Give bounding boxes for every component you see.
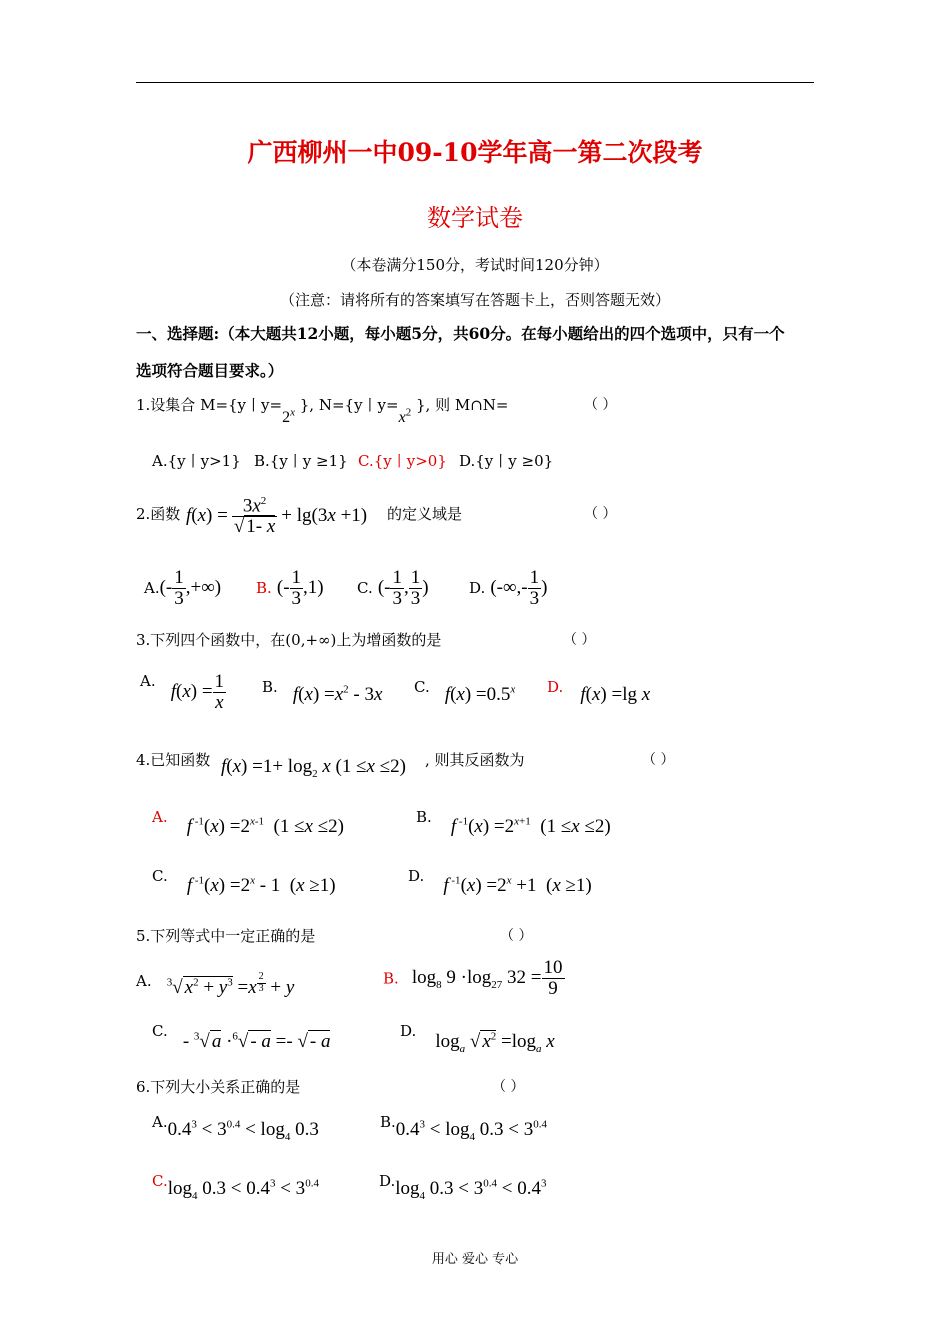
question-2-answer-blank: （ ）	[584, 506, 617, 522]
question-1-answer-blank: （ ）	[584, 397, 617, 413]
question-1-option-d: D.{y丨y ≥0}	[459, 452, 554, 470]
page-footer: 用心 爱心 专心	[431, 1252, 519, 1267]
question-1-stem: 1.设集合 M={y丨$y=2^x$ }, N={y丨$y=x^2$ }, 则 M∩N=	[136, 396, 509, 426]
question-4-option-a: A. f $^{-1}(x) =2^{x-1}$ (1 ≤x ≤2)	[152, 808, 344, 838]
question-3-option-c: C. $f(x) =0.5^x$	[414, 678, 516, 706]
question-4-option-d: D. f $^{-1}(x) =2^x +1$ (x ≥1)	[408, 867, 592, 897]
question-5-option-a: A. $^3$√ $x^2 + y^3 =x$ $^{\frac{2}{3}}$ + y	[136, 971, 295, 998]
question-3-option-d: D. f(x) =lg x	[547, 678, 651, 705]
section-heading-line1: 一、选择题:（本大题共12小题，每小题5分，共60分。在每小题给出的四个选项中，只有一个	[136, 324, 785, 343]
question-2-option-d: D. (-∞,- $\frac{1}{3}$ )	[469, 567, 548, 609]
exam-instruction-note: （注意：请将所有的答案填写在答题卡上，否则答题无效）	[279, 291, 670, 309]
question-5-option-c: C. - $^3$√ a ·$^6$√ - a =- √ - a	[152, 1022, 331, 1052]
question-2-formula: f(x) = $\frac{3x^2}{√ 1- x}$ + lg(3x +1)	[186, 495, 368, 538]
question-6-option-a: $A.0.4^3 < 3^{0.4} < \log_4 0.3$	[152, 1113, 319, 1144]
question-4-tail: , 则其反函数为	[425, 751, 525, 769]
exam-info-note: （本卷满分150分，考试时间120分钟）	[341, 256, 609, 274]
question-4-formula: $f(x) =1+ \log_2 x$ (1 ≤x ≤2)	[221, 756, 406, 780]
question-6-option-d: $D.\log_4$ $0.3 < 3^{0.4} < 0.4^3$	[379, 1172, 547, 1203]
question-2-label: 2.函数	[136, 505, 181, 523]
exam-title: 广西柳州一中09-10学年高一第二次段考	[247, 138, 703, 167]
question-6-stem: 6.下列大小关系正确的是	[136, 1078, 301, 1096]
question-4-answer-blank: （ ）	[642, 752, 675, 768]
question-4-label: 4.已知函数	[136, 751, 211, 769]
question-1-option-a: A.{y丨y>1}	[152, 452, 241, 470]
question-4-option-c: C. f $^{-1}(x) =2^x - 1$ (x ≥1)	[152, 867, 336, 897]
question-3-option-a: A. f(x) = $\frac{1}{x}$	[140, 671, 225, 713]
question-2-option-a: A.(- $\frac{1}{3}$ ,+∞)	[144, 567, 222, 609]
question-1-option-b: B.{y丨y ≥1}	[254, 452, 348, 470]
top-rule	[136, 82, 814, 83]
question-5-answer-blank: （ ）	[500, 928, 533, 944]
question-6-option-b: $B.0.4^3 < \log_4 0.3 < 3^{0.4}$	[380, 1113, 548, 1144]
question-2-tail: 的定义域是	[387, 505, 463, 523]
section-heading-line2: 选项符合题目要求。）	[136, 361, 284, 380]
question-2-option-c: C. (- $\frac{1}{3}$ , $\frac{1}{3}$ )	[357, 567, 429, 609]
question-4-option-b: B. f $^{-1}(x) =2^{x+1}$ (1 ≤x ≤2)	[416, 808, 611, 838]
question-3-stem: 3.下列四个函数中，在(0,+∞)上为增函数的是	[136, 631, 442, 649]
question-5-stem: 5.下列等式中一定正确的是	[136, 927, 316, 945]
question-3-answer-blank: （ ）	[563, 632, 596, 648]
question-2-option-b: B. (- $\frac{1}{3}$ ,1)	[256, 567, 324, 609]
exam-subtitle: 数学试卷	[427, 204, 523, 232]
question-5-option-b: B. $\log_8 9 \cdot\log_{27}$ 32 = $\frac{10}{9}$	[383, 957, 563, 999]
question-1-option-c: C.{y丨y>0}	[358, 452, 447, 470]
question-5-option-d: D. $\log_a$ √ $x^2 =\log_a$ x	[400, 1022, 555, 1055]
question-3-option-b: B. $f(x) =x^2 - 3x$	[262, 678, 383, 706]
question-6-option-c: $C.\log_4$ $0.3 < 0.4^3 < 3^{0.4}$	[152, 1172, 319, 1203]
question-6-answer-blank: （ ）	[492, 1079, 525, 1095]
